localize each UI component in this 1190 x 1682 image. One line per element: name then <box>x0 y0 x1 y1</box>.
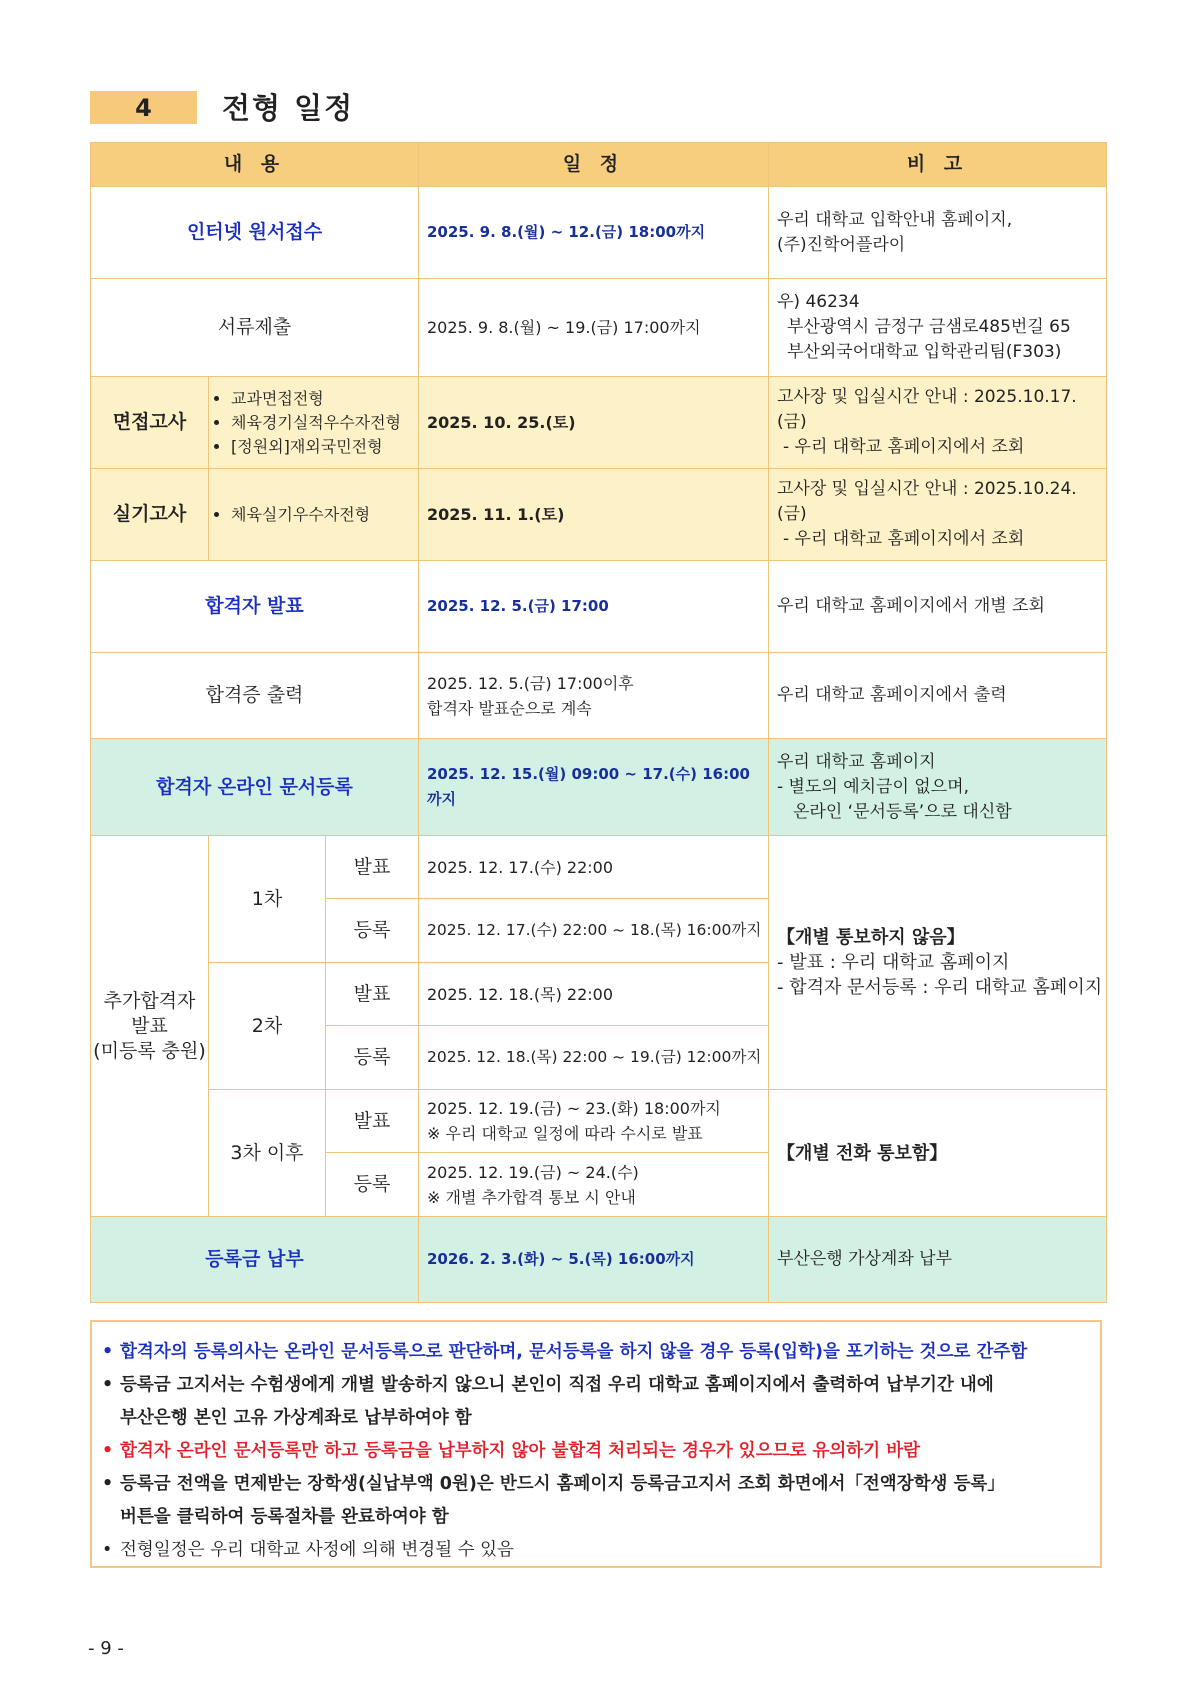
practical-date: 2025. 11. 1.(토) <box>419 469 769 561</box>
note-item-continued: 부산은행 본인 고유 가상계좌로 납부하여야 함 <box>120 1408 472 1428</box>
page-number: - 9 - <box>88 1638 124 1659</box>
certificate-date <box>419 653 769 739</box>
round-2-label: 2차 <box>209 963 326 1090</box>
online-date: 2025. 12. 15.(월) 09:00 ~ 17.(수) 16:00까지 <box>419 739 769 836</box>
online-note-line1: 우리 대학교 홈페이지 <box>777 751 936 772</box>
row-tuition <box>91 1217 1107 1303</box>
row-practical <box>91 469 1107 561</box>
tuition-label: 등록금 납부 <box>91 1217 419 1303</box>
tuition-date: 2026. 2. 3.(화) ~ 5.(목) 16:00까지 <box>419 1217 769 1303</box>
internet-note-line2: (주)진학어플라이 <box>777 234 906 255</box>
notes-box <box>90 1320 1102 1568</box>
note-item: • 합격자의 등록의사는 온라인 문서등록으로 판단하며, 문서등록을 하지 않을 경우 등록(입학)을 포기하는 것으로 간주함 <box>102 1336 1090 1369</box>
docs-note-line2: 부산광역시 금정구 금샘로485번길 65 <box>787 317 1071 337</box>
interview-note-line2: - 우리 대학교 홈페이지에서 조회 <box>783 437 1025 457</box>
additional-label-line1: 추가합격자 <box>103 989 196 1012</box>
row-online <box>91 739 1107 836</box>
header-remarks: 비 고 <box>769 143 1107 187</box>
certificate-date-line2: 합격자 발표순으로 계속 <box>427 698 592 718</box>
interview-note-line1: 고사장 및 입실시간 안내 : 2025.10.17.(금) <box>777 387 1077 432</box>
note-item: • 등록금 고지서는 수험생에게 개별 발송하지 않으니 본인이 직접 우리 대학교 홈페이지에서 출력하여 납부기간 내에 <box>102 1369 1090 1402</box>
additional-note-a-line2: - 합격자 문서등록 : 우리 대학교 홈페이지 <box>777 977 1103 998</box>
interview-type-item: • 교과면접전형 <box>231 387 410 411</box>
section-number: 4 <box>90 91 197 124</box>
header-schedule: 일 정 <box>419 143 769 187</box>
round-3-announce-date-line2: ※ 우리 대학교 일정에 따라 수시로 발표 <box>427 1124 703 1143</box>
register-sub-label: 등록 <box>326 1026 419 1090</box>
additional-note-a-line1: - 발표 : 우리 대학교 홈페이지 <box>777 952 1010 973</box>
interview-label: 면접고사 <box>91 377 209 469</box>
row-certificate <box>91 653 1107 739</box>
announce-date: 2025. 12. 5.(금) 17:00 <box>419 561 769 653</box>
announce-note: 우리 대학교 홈페이지에서 개별 조회 <box>769 561 1107 653</box>
announce-label: 합격자 발표 <box>91 561 419 653</box>
certificate-label: 합격증 출력 <box>91 653 419 739</box>
practical-label: 실기고사 <box>91 469 209 561</box>
round-1-label: 1차 <box>209 836 326 963</box>
row-interview <box>91 377 1107 469</box>
interview-date: 2025. 10. 25.(토) <box>419 377 769 469</box>
docs-note-line1: 우) 46234 <box>777 292 860 312</box>
round-3-register-date <box>419 1153 769 1217</box>
round-3-announce-date-line1: 2025. 12. 19.(금) ~ 23.(화) 18:00까지 <box>427 1099 721 1118</box>
round-3-register-date-line2: ※ 개별 추가합격 통보 시 안내 <box>427 1187 636 1207</box>
interview-note <box>769 377 1107 469</box>
row-additional-3-announce <box>91 1090 1107 1153</box>
note-item-continued: 버튼을 클릭하여 등록절차를 완료하여야 함 <box>120 1507 449 1527</box>
practical-types <box>209 469 419 561</box>
online-note-line2: - 별도의 예치금이 없으며, <box>777 776 969 797</box>
round-3-register-date-line1: 2025. 12. 19.(금) ~ 24.(수) <box>427 1162 639 1182</box>
round-2-register-date: 2025. 12. 18.(목) 22:00 ~ 19.(금) 12:00까지 <box>419 1026 769 1090</box>
online-note-line3: 온라인 ‘문서등록’으로 대신함 <box>793 801 1012 822</box>
practical-type-item: • 체육실기우수자전형 <box>231 503 410 527</box>
additional-label-line3: (미등록 충원) <box>93 1039 206 1062</box>
online-note <box>769 739 1107 836</box>
announce-sub-label: 발표 <box>326 1090 419 1153</box>
additional-label-line2: 발표 <box>131 1014 168 1037</box>
practical-note-line2: - 우리 대학교 홈페이지에서 조회 <box>783 529 1025 549</box>
additional-note-b: 【개별 전화 통보함】 <box>769 1090 1107 1217</box>
certificate-date-line1: 2025. 12. 5.(금) 17:00이후 <box>427 673 634 693</box>
certificate-note: 우리 대학교 홈페이지에서 출력 <box>769 653 1107 739</box>
section-title: 전형 일정 <box>222 91 355 125</box>
note-item: • 등록금 전액을 면제받는 장학생(실납부액 0원)은 반드시 홈페이지 등록금고지서 조회 화면에서「전액장학생 등록」 <box>102 1468 1090 1501</box>
register-sub-label: 등록 <box>326 1153 419 1217</box>
note-item: • 합격자 온라인 문서등록만 하고 등록금을 납부하지 않아 불합격 처리되는 경우가 있으므로 유의하기 바람 <box>102 1435 1090 1468</box>
round-2-announce-date: 2025. 12. 18.(목) 22:00 <box>419 963 769 1026</box>
interview-type-item: • [정원외]재외국민전형 <box>231 435 410 459</box>
additional-label <box>91 836 209 1217</box>
row-additional-1-announce <box>91 836 1107 899</box>
schedule-table <box>90 142 1107 1303</box>
round-3-announce-date <box>419 1090 769 1153</box>
header-content: 내 용 <box>91 143 419 187</box>
register-sub-label: 등록 <box>326 899 419 963</box>
docs-date: 2025. 9. 8.(월) ~ 19.(금) 17:00까지 <box>419 279 769 377</box>
internet-note <box>769 187 1107 279</box>
additional-note-a-title: 【개별 통보하지 않음】 <box>777 927 965 948</box>
announce-sub-label: 발표 <box>326 836 419 899</box>
row-docs <box>91 279 1107 377</box>
internet-label: 인터넷 원서접수 <box>91 187 419 279</box>
round-1-register-date: 2025. 12. 17.(수) 22:00 ~ 18.(목) 16:00까지 <box>419 899 769 963</box>
docs-note <box>769 279 1107 377</box>
interview-type-item: • 체육경기실적우수자전형 <box>231 411 410 435</box>
interview-types <box>209 377 419 469</box>
announce-sub-label: 발표 <box>326 963 419 1026</box>
row-announce <box>91 561 1107 653</box>
round-1-announce-date: 2025. 12. 17.(수) 22:00 <box>419 836 769 899</box>
internet-note-line1: 우리 대학교 입학안내 홈페이지, <box>777 209 1013 230</box>
internet-date: 2025. 9. 8.(월) ~ 12.(금) 18:00까지 <box>419 187 769 279</box>
additional-note-a <box>769 836 1107 1090</box>
row-internet <box>91 187 1107 279</box>
practical-note-line1: 고사장 및 입실시간 안내 : 2025.10.24.(금) <box>777 479 1077 524</box>
docs-label: 서류제출 <box>91 279 419 377</box>
note-item: • 전형일정은 우리 대학교 사정에 의해 변경될 수 있음 <box>102 1534 1090 1567</box>
tuition-note: 부산은행 가상계좌 납부 <box>769 1217 1107 1303</box>
practical-note <box>769 469 1107 561</box>
round-3-label: 3차 이후 <box>209 1090 326 1217</box>
online-label: 합격자 온라인 문서등록 <box>91 739 419 836</box>
docs-note-line3: 부산외국어대학교 입학관리팀(F303) <box>787 342 1062 362</box>
